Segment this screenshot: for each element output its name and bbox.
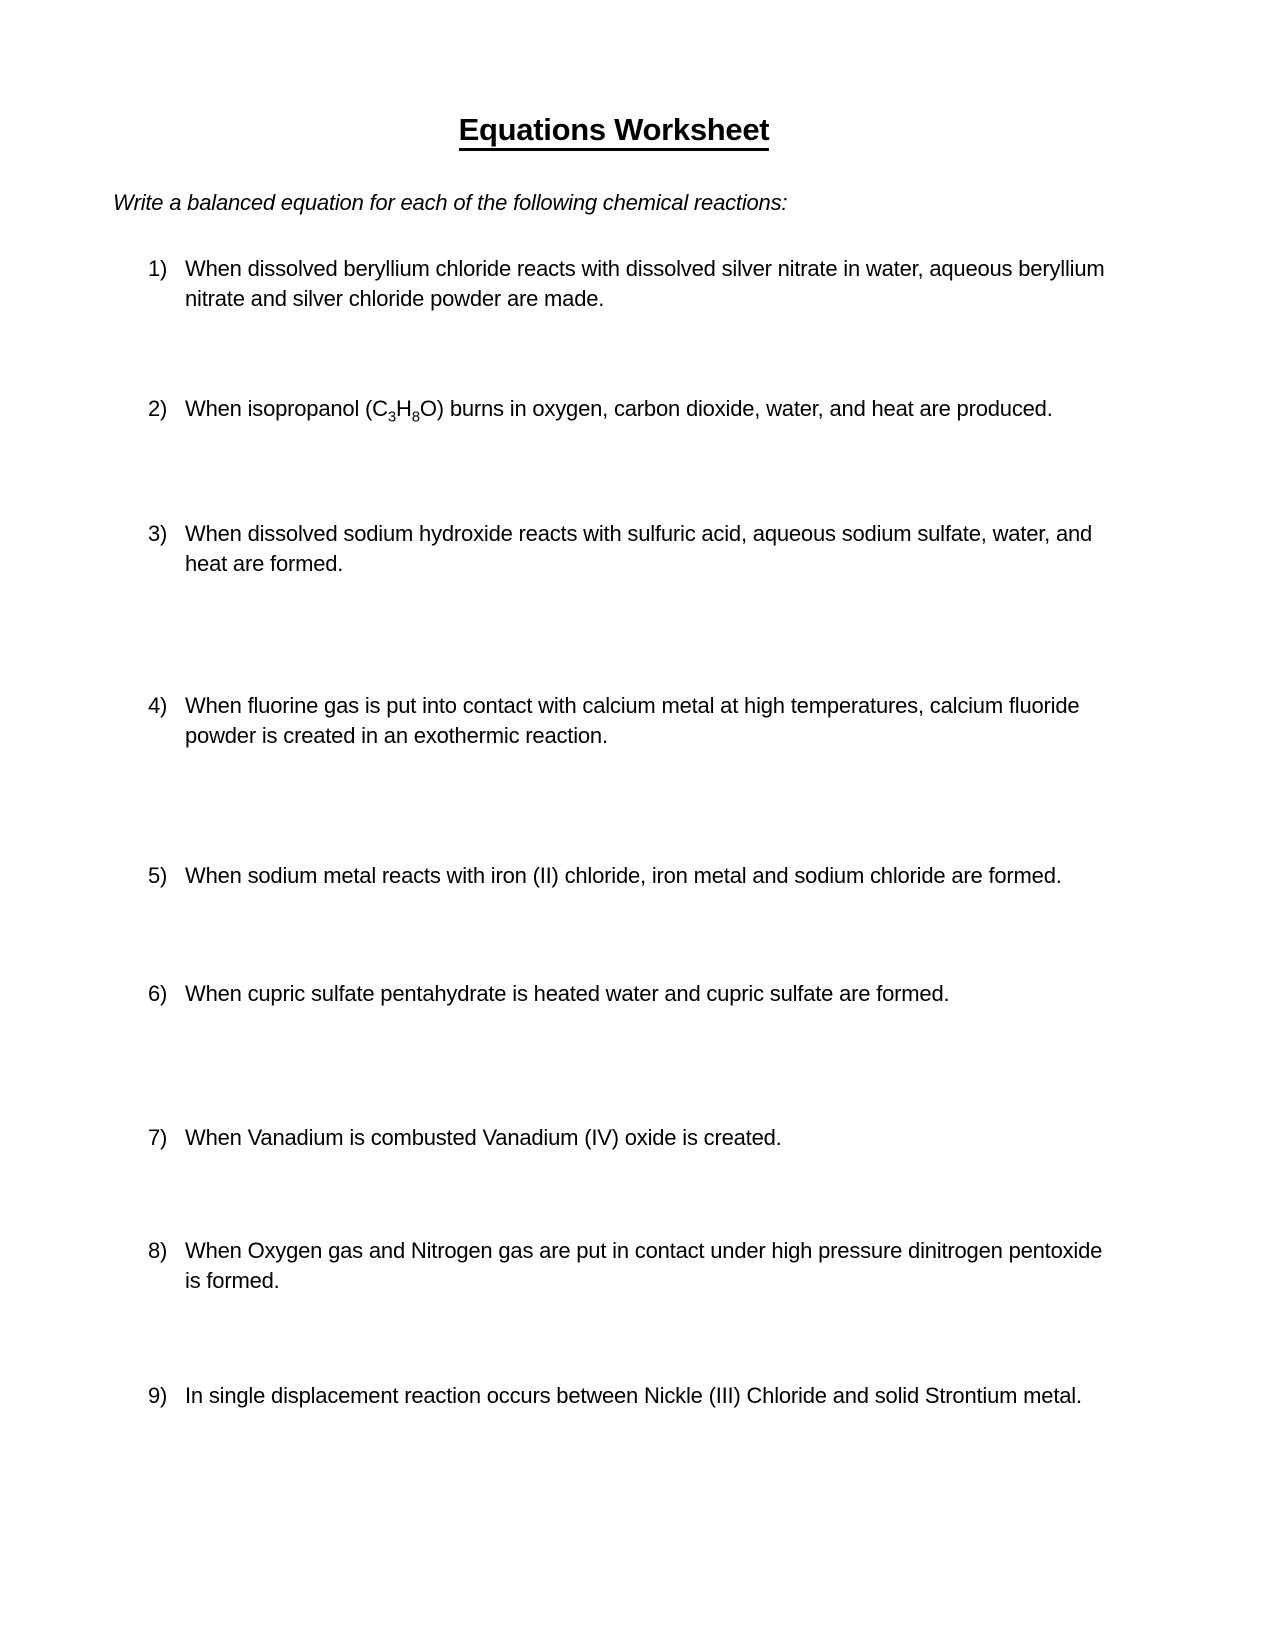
question-6-number: 6) bbox=[148, 981, 168, 1006]
page-title bbox=[113, 112, 1115, 148]
question-6 bbox=[148, 979, 1115, 1009]
question-4-text: When fluorine gas is put into contact with calcium metal at high temperatures, calcium fluoride powder is created in an exothermic reaction. bbox=[185, 693, 1080, 748]
question-5-number: 5) bbox=[148, 863, 168, 888]
question-7-text: When Vanadium is combusted Vanadium (IV) oxide is created. bbox=[185, 1125, 782, 1150]
question-9 bbox=[148, 1381, 1115, 1411]
question-9-number: 9) bbox=[148, 1383, 168, 1408]
question-3-number: 3) bbox=[148, 521, 168, 546]
question-3 bbox=[148, 519, 1115, 579]
question-2-text bbox=[185, 394, 1105, 424]
instructions-text: Write a balanced equation for each of the following chemical reactions: bbox=[113, 190, 788, 215]
question-4 bbox=[148, 691, 1115, 751]
question-3-text: When dissolved sodium hydroxide reacts with sulfuric acid, aqueous sodium sulfate, water, and heat are formed. bbox=[185, 521, 1093, 576]
question-8-text: When Oxygen gas and Nitrogen gas are put in contact under high pressure dinitrogen pentoxide is formed. bbox=[185, 1238, 1103, 1293]
question-2 bbox=[148, 394, 1115, 424]
question-4-number: 4) bbox=[148, 693, 168, 718]
question-2-text-part: When isopropanol (C bbox=[185, 396, 388, 421]
question-8 bbox=[148, 1236, 1115, 1296]
question-5-text: When sodium metal reacts with iron (II) chloride, iron metal and sodium chloride are formed. bbox=[185, 863, 1062, 888]
page-title-text: Equations Worksheet bbox=[459, 112, 770, 151]
question-2-text-part: O) burns in oxygen, carbon dioxide, water, and heat are produced. bbox=[419, 396, 1053, 421]
question-6-text: When cupric sulfate pentahydrate is heated water and cupric sulfate are formed. bbox=[185, 981, 950, 1006]
question-2-text-part: H bbox=[396, 396, 412, 421]
question-5 bbox=[148, 861, 1115, 891]
question-9-text: In single displacement reaction occurs between Nickle (III) Chloride and solid Strontium metal. bbox=[185, 1383, 1082, 1408]
subscript-8: 8 bbox=[411, 408, 420, 426]
question-1 bbox=[148, 254, 1115, 314]
question-7-number: 7) bbox=[148, 1125, 168, 1150]
question-2-number: 2) bbox=[148, 396, 168, 421]
subscript-3: 3 bbox=[387, 408, 397, 426]
question-7 bbox=[148, 1123, 1115, 1153]
question-1-number: 1) bbox=[148, 256, 168, 281]
question-8-number: 8) bbox=[148, 1238, 168, 1263]
question-1-text: When dissolved beryllium chloride reacts with dissolved silver nitrate in water, aqueous beryllium nitrate and silver chloride powder are made. bbox=[185, 256, 1105, 311]
